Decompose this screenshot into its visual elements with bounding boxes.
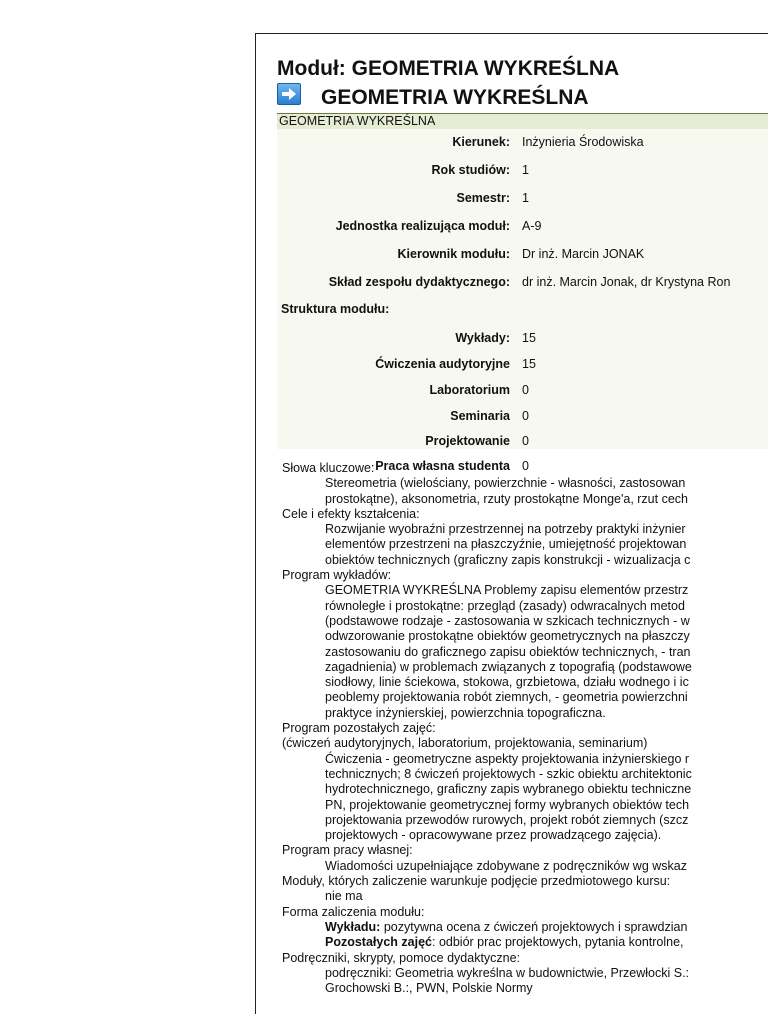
arrow-right-icon[interactable] [277,83,301,105]
structure-label: Praca własna studenta [375,459,510,473]
credit-line [282,920,768,935]
lectures-line: siodłowy, linie ściekowa, stokowa, grzbietowa, działu wodnego i ic [325,675,689,690]
structure-label: Ćwiczenia audytoryjne [375,357,510,371]
lectures-line: GEOMETRIA WYKREŚLNA Problemy zapisu elementów przestrz [325,583,689,598]
module-page [255,33,768,1014]
structure-value: 15 [522,331,536,345]
other-classes-line: technicznych; 8 ćwiczeń projektowych - szkic obiektu architektonic [325,766,692,781]
module-subtitle: GEOMETRIA WYKREŚLNA [321,86,589,109]
structure-value: 0 [522,459,529,473]
goals-heading: Cele i efekty kształcenia: [282,506,420,521]
books-line: Grochowski B.:, PWN, Polskie Normy [325,981,533,996]
keywords-line: Stereometria (wielościany, powierzchnie - własności, zastosowan [325,476,686,491]
field-value: dr inż. Marcin Jonak, dr Krystyna Ron [522,275,731,289]
field-value: 1 [522,191,529,205]
own-work-heading: Program pracy własnej: [282,843,413,858]
credit-other-text: : odbiór prac projektowych, pytania kontrolne, [432,935,684,950]
keywords-heading: Słowa kluczowe: [282,461,375,475]
credit-lecture-label: Wykładu: [325,919,381,934]
other-classes-line: projektowania przewodów rurowych, projekt robót ziemnych (szcz [325,812,689,827]
structure-label: Wykłady: [455,331,510,345]
structure-value: 0 [522,383,529,397]
credit-other-label: Pozostałych zajęć [325,935,432,950]
keywords-line: prostokątne), aksonometria, rzuty prostokątne Monge'a, rzut cech [325,491,688,506]
module-name-band: GEOMETRIA WYKREŚLNA [277,113,768,130]
module-description [282,461,768,996]
goals-line: Rozwijanie wyobraźni przestrzennej na potrzeby praktyki inżynier [325,522,686,537]
credit-heading: Forma zaliczenia modułu: [282,904,425,919]
structure-value: 15 [522,357,536,371]
other-classes-line: hydrotechnicznego, graficzny zapis wybranego obiektu techniczne [325,782,692,797]
field-label: Kierownik modułu: [397,247,510,261]
field-label: Jednostka realizująca moduł: [335,219,510,233]
lectures-line: równoległe i prostokątne: przegląd (zasady) odwracalnych metod [325,598,685,613]
credit-lecture-text: pozytywna ocena z ćwiczeń projektowych i sprawdzian [380,919,688,934]
field-label: Kierunek: [452,135,510,149]
prerequisites-heading: Moduły, których zaliczenie warunkuje podjęcie przedmiotowego kursu: [282,874,671,889]
other-classes-line: Ćwiczenia - geometryczne aspekty projektowania inżynierskiego r [325,751,690,766]
other-classes-heading: Program pozostałych zajęć: [282,721,436,736]
books-heading: Podręczniki, skrypty, pomoce dydaktyczne: [282,950,521,965]
field-value: 1 [522,163,529,177]
field-value: Dr inż. Marcin JONAK [522,247,645,261]
lectures-line: peoblemy projektowania robót ziemnych, - geometria powierzchni [325,690,688,705]
lectures-line: praktyce inżynierskiej, powierzchnia topograficzna. [325,705,606,720]
field-label: Semestr: [456,191,510,205]
page-title: Moduł: GEOMETRIA WYKREŚLNA [277,57,620,80]
other-classes-subheading: (ćwiczeń audytoryjnych, laboratorium, projektowania, seminarium) [282,736,648,751]
structure-label: Laboratorium [429,383,510,397]
structure-heading: Struktura modułu: [281,302,390,316]
goals-line: elementów przestrzeni na płaszczyźnie, umiejętność projektowan [325,537,687,552]
structure-label: Seminaria [450,409,510,423]
structure-label: Projektowanie [425,434,510,448]
lectures-line: zagadnienia) w problemach związanych z topografią (podstawowe [325,659,692,674]
lectures-line: odwzorowanie prostokątne obiektów geometrycznych na płaszczy [325,629,690,644]
lectures-heading: Program wykładów: [282,568,392,583]
books-line: podręczniki: Geometria wykreślna w budownictwie, Przewłocki S.: [325,965,690,980]
prerequisites-line: nie ma [325,889,363,904]
goals-line: obiektów technicznych (graficzny zapis konstrukcji - wizualizacja c [325,552,691,567]
own-work-line: Wiadomości uzupełniające zdobywane z podręczników wg wskaz [325,858,687,873]
other-classes-line: PN, projektowanie geometrycznej formy wybranych obiektów tech [325,797,690,812]
lectures-line: zastosowaniu do graficznego zapisu obiektów technicznych, - tran [325,644,691,659]
field-value: A-9 [522,219,542,233]
field-label: Skład zespołu dydaktycznego: [328,275,510,289]
structure-value: 0 [522,434,529,448]
lectures-line: (podstawowe rodzaje - zastosowania w szkicach technicznych - w [325,613,690,628]
structure-value: 0 [522,409,529,423]
other-classes-line: projektowych - opracowywane przez prowadzącego zajęcia). [325,828,662,843]
field-value: Inżynieria Środowiska [522,135,644,149]
credit-line [282,935,768,950]
field-label: Rok studiów: [431,163,510,177]
